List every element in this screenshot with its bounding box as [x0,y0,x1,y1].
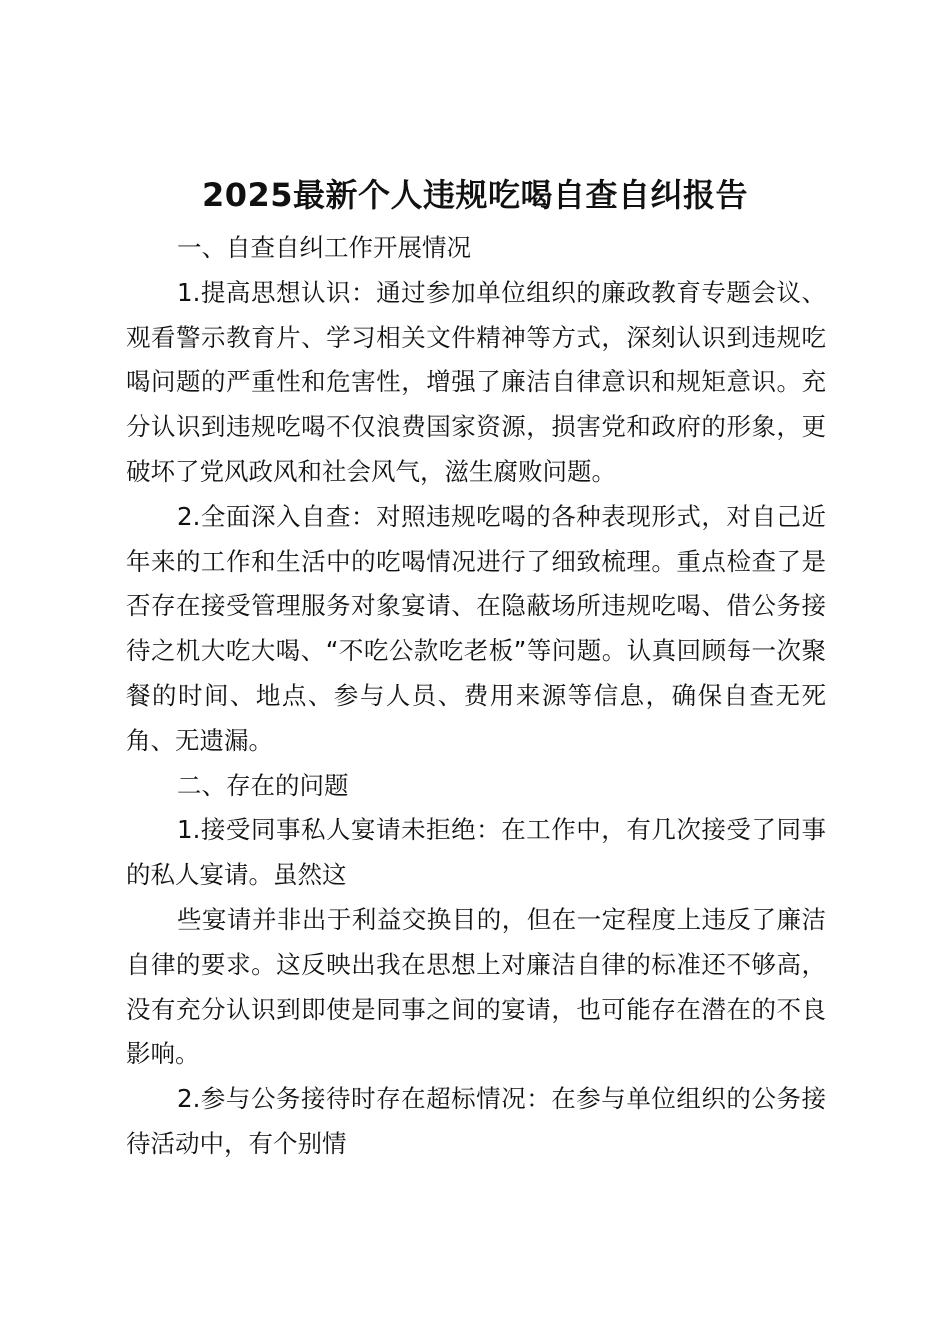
document-body [126,226,826,1167]
section-heading-problems: 二、存在的问题 [177,770,349,800]
paragraph-private-banquet: 1.接受同事私人宴请未拒绝：在工作中，有几次接受了同事的私人宴请。虽然这 [126,815,826,890]
paragraph-raise-awareness: 1.提高思想认识：通过参加单位组织的廉政教育专题会议、观看警示教育片、学习相关文件精神等方式，深刻认识到违规吃喝问题的严重性和危害性，增强了廉洁自律意识和规矩意识。充分认识到违规吃喝不仅浪费国家资源，损害党和政府的形象，更破坏了党风政风和社会风气，滋生腐败问题。 [126,277,826,486]
document-title: 2025最新个人违规吃喝自查自纠报告 [201,176,749,214]
paragraph-private-banquet-continued: 些宴请并非出于利益交换目的，但在一定程度上违反了廉洁自律的要求。这反映出我在思想上对廉洁自律的标准还不够高，没有充分认识到即使是同事之间的宴请，也可能存在潜在的不良影响。 [126,904,826,1069]
section-heading-self-check: 一、自查自纠工作开展情况 [177,233,471,262]
paragraph-official-reception: 2.参与公务接待时存在超标情况：在参与单位组织的公务接待活动中，有个别情 [126,1084,826,1158]
paragraph-comprehensive-check: 2.全面深入自查：对照违规吃喝的各种表现形式，对自己近年来的工作和生活中的吃喝情况进行了细致梳理。重点检查了是否存在接受管理服务对象宴请、在隐蔽场所违规吃喝、借公务接待之机大吃大喝、“不吃公款吃老板”等问题。认真回顾每一次聚餐的时间、地点、参与人员、费用来源等信息，确保自查无死角、无遗漏。 [126,501,826,755]
